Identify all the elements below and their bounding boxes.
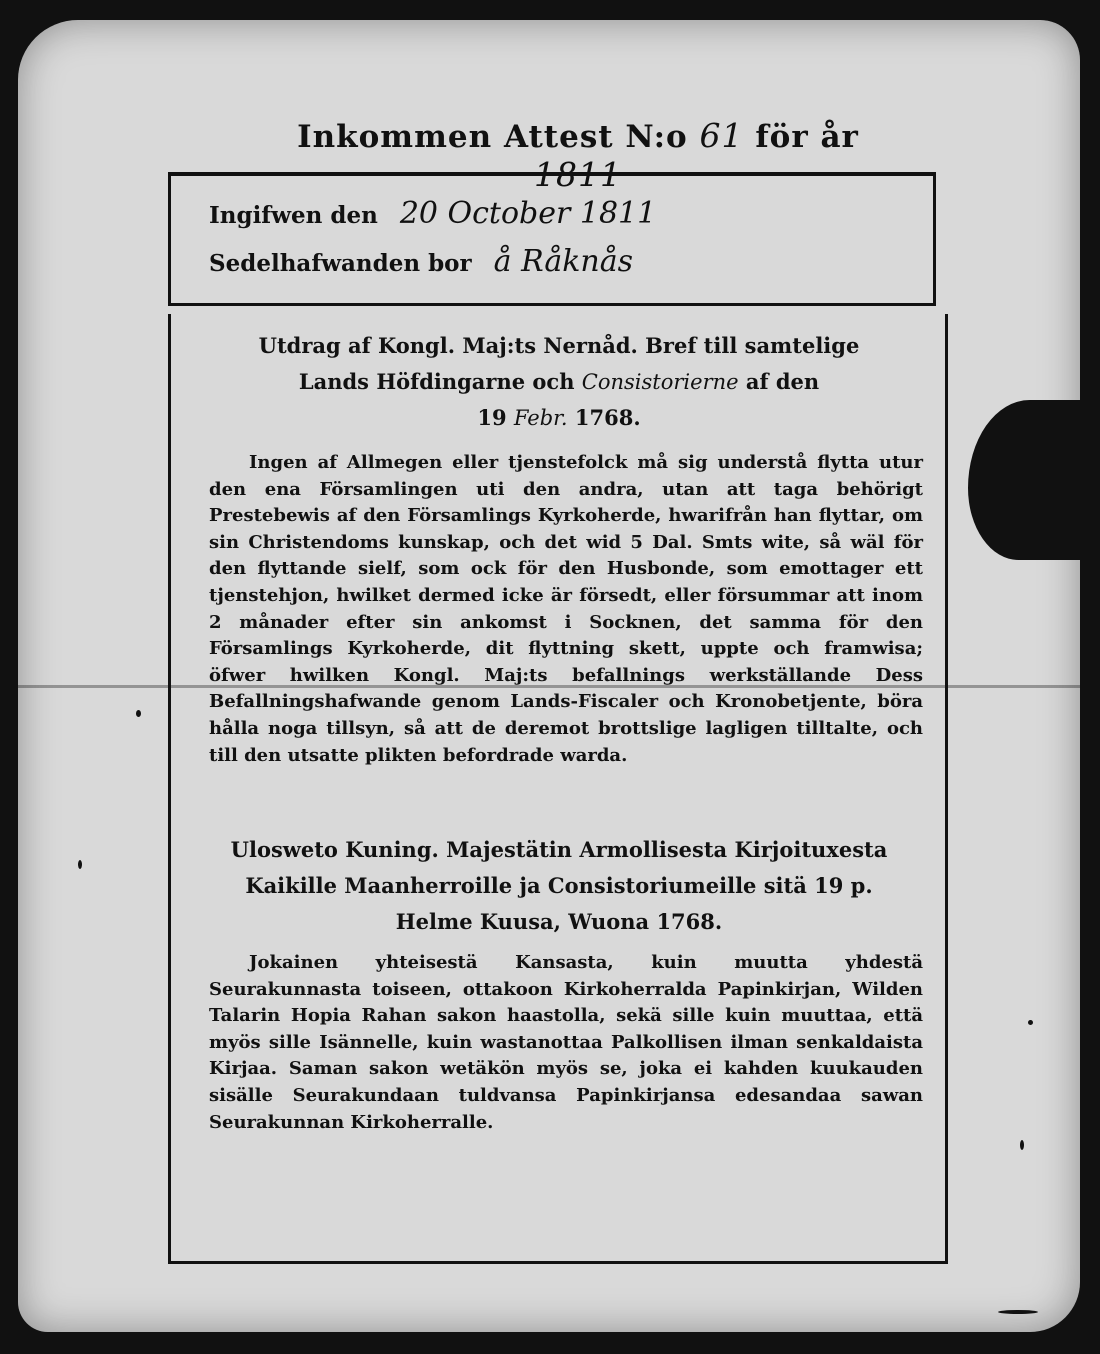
document-page (18, 20, 1080, 1332)
swedish-title-line-1: Utdrag af Kongl. Maj:ts Nernåd. Bref till samtelige (258, 333, 860, 358)
residence-value: å Råknås (493, 244, 634, 279)
ink-speck (1020, 1140, 1024, 1150)
finnish-title-line-1: Ulosweto Kuning. Majestätin Armollisesta Kirjoituxesta (230, 837, 888, 862)
swedish-title-line-3-b: Febr. (513, 406, 568, 430)
swedish-title-line-2-c: af den (745, 369, 820, 394)
submission-date-value: 20 October 1811 (399, 196, 657, 231)
swedish-title-line-3-c: 1768. (574, 405, 641, 430)
submission-date-label: Ingifwen den (209, 202, 378, 229)
finnish-title-line-2: Kaikille Maanherroille ja Consistoriumeille sitä 19 p. (245, 873, 873, 898)
swedish-title-line-3-a: 19 (477, 405, 507, 430)
heading-number: 61 (699, 116, 744, 155)
ink-speck (136, 710, 141, 717)
swedish-title-line-2 (191, 364, 927, 400)
registration-box (168, 172, 936, 306)
heading-printed-mid: för år (755, 119, 859, 155)
heading-printed-start: Inkommen Attest N:o (297, 119, 688, 155)
decree-text-box (168, 314, 948, 1264)
residence-label: Sedelhafwanden bor (209, 250, 472, 277)
swedish-title-line-3 (191, 400, 927, 436)
swedish-section-body: Ingen af Allmegen eller tjenstefolck må sig understå flytta utur den ena Församlingen uti den andra, utan att taga behörigt Prestebewis af den Församlings Kyrkoherde, hwarifrån han flyttar, om sin Christendoms kunskap, och det wid 5 Dal. Smts wite, så wäl för den flyttande sielf, som ock för den Husbonde, som emottager ett tjenstehjon, hwilket dermed icke är försedt, eller försummar att inom 2 månader efter sin ankomst i Socknen, det samma för den Församlings Kyrkoherde, dit flyttning skett, uppte och framwisa; öfwer hwilken Kongl. Maj:ts befallnings werkställande Dess Befallningshafwande genom Lands-Fiscaler och Kronobetjente, böra hålla noga tillsyn, så att de deremot brottslige lagligen tilltalte, och till den utsatte plikten befordrade warda. (209, 452, 923, 766)
swedish-section-title (191, 328, 927, 436)
residence-line (209, 244, 633, 279)
finnish-title-line-3: Helme Kuusa, Wuona 1768. (395, 909, 723, 934)
finnish-section-title (191, 832, 927, 940)
submission-date-line (209, 196, 656, 231)
ink-speck (78, 860, 82, 869)
heading-year: 1811 (534, 155, 622, 194)
ink-speck (998, 1310, 1038, 1314)
swedish-title-line-2-a: Lands Höfdingarne och (298, 369, 575, 394)
torn-edge-shadow (968, 400, 1080, 560)
swedish-title-line-2-b: Consistorierne (581, 370, 739, 394)
ink-speck (1028, 1020, 1033, 1025)
finnish-section-body: Jokainen yhteisestä Kansasta, kuin muutta yhdestä Seurakunnasta toiseen, ottakoon Kirkoherralda Papinkirjan, Wilden Talarin Hopia Rahan sakon haastolla, sekä sille kuin muuttaa, että myös sille Isännelle, kuin wastanottaa Palkollisen ilman senkaldaista Kirjaa. Saman sakon wetäkön myös se, joka ei kahden kuukauden sisälle Seurakundaan tuldvansa Papinkirjansa edesandaa sawan Seurakunnan Kirkoherralle. (209, 952, 923, 1133)
